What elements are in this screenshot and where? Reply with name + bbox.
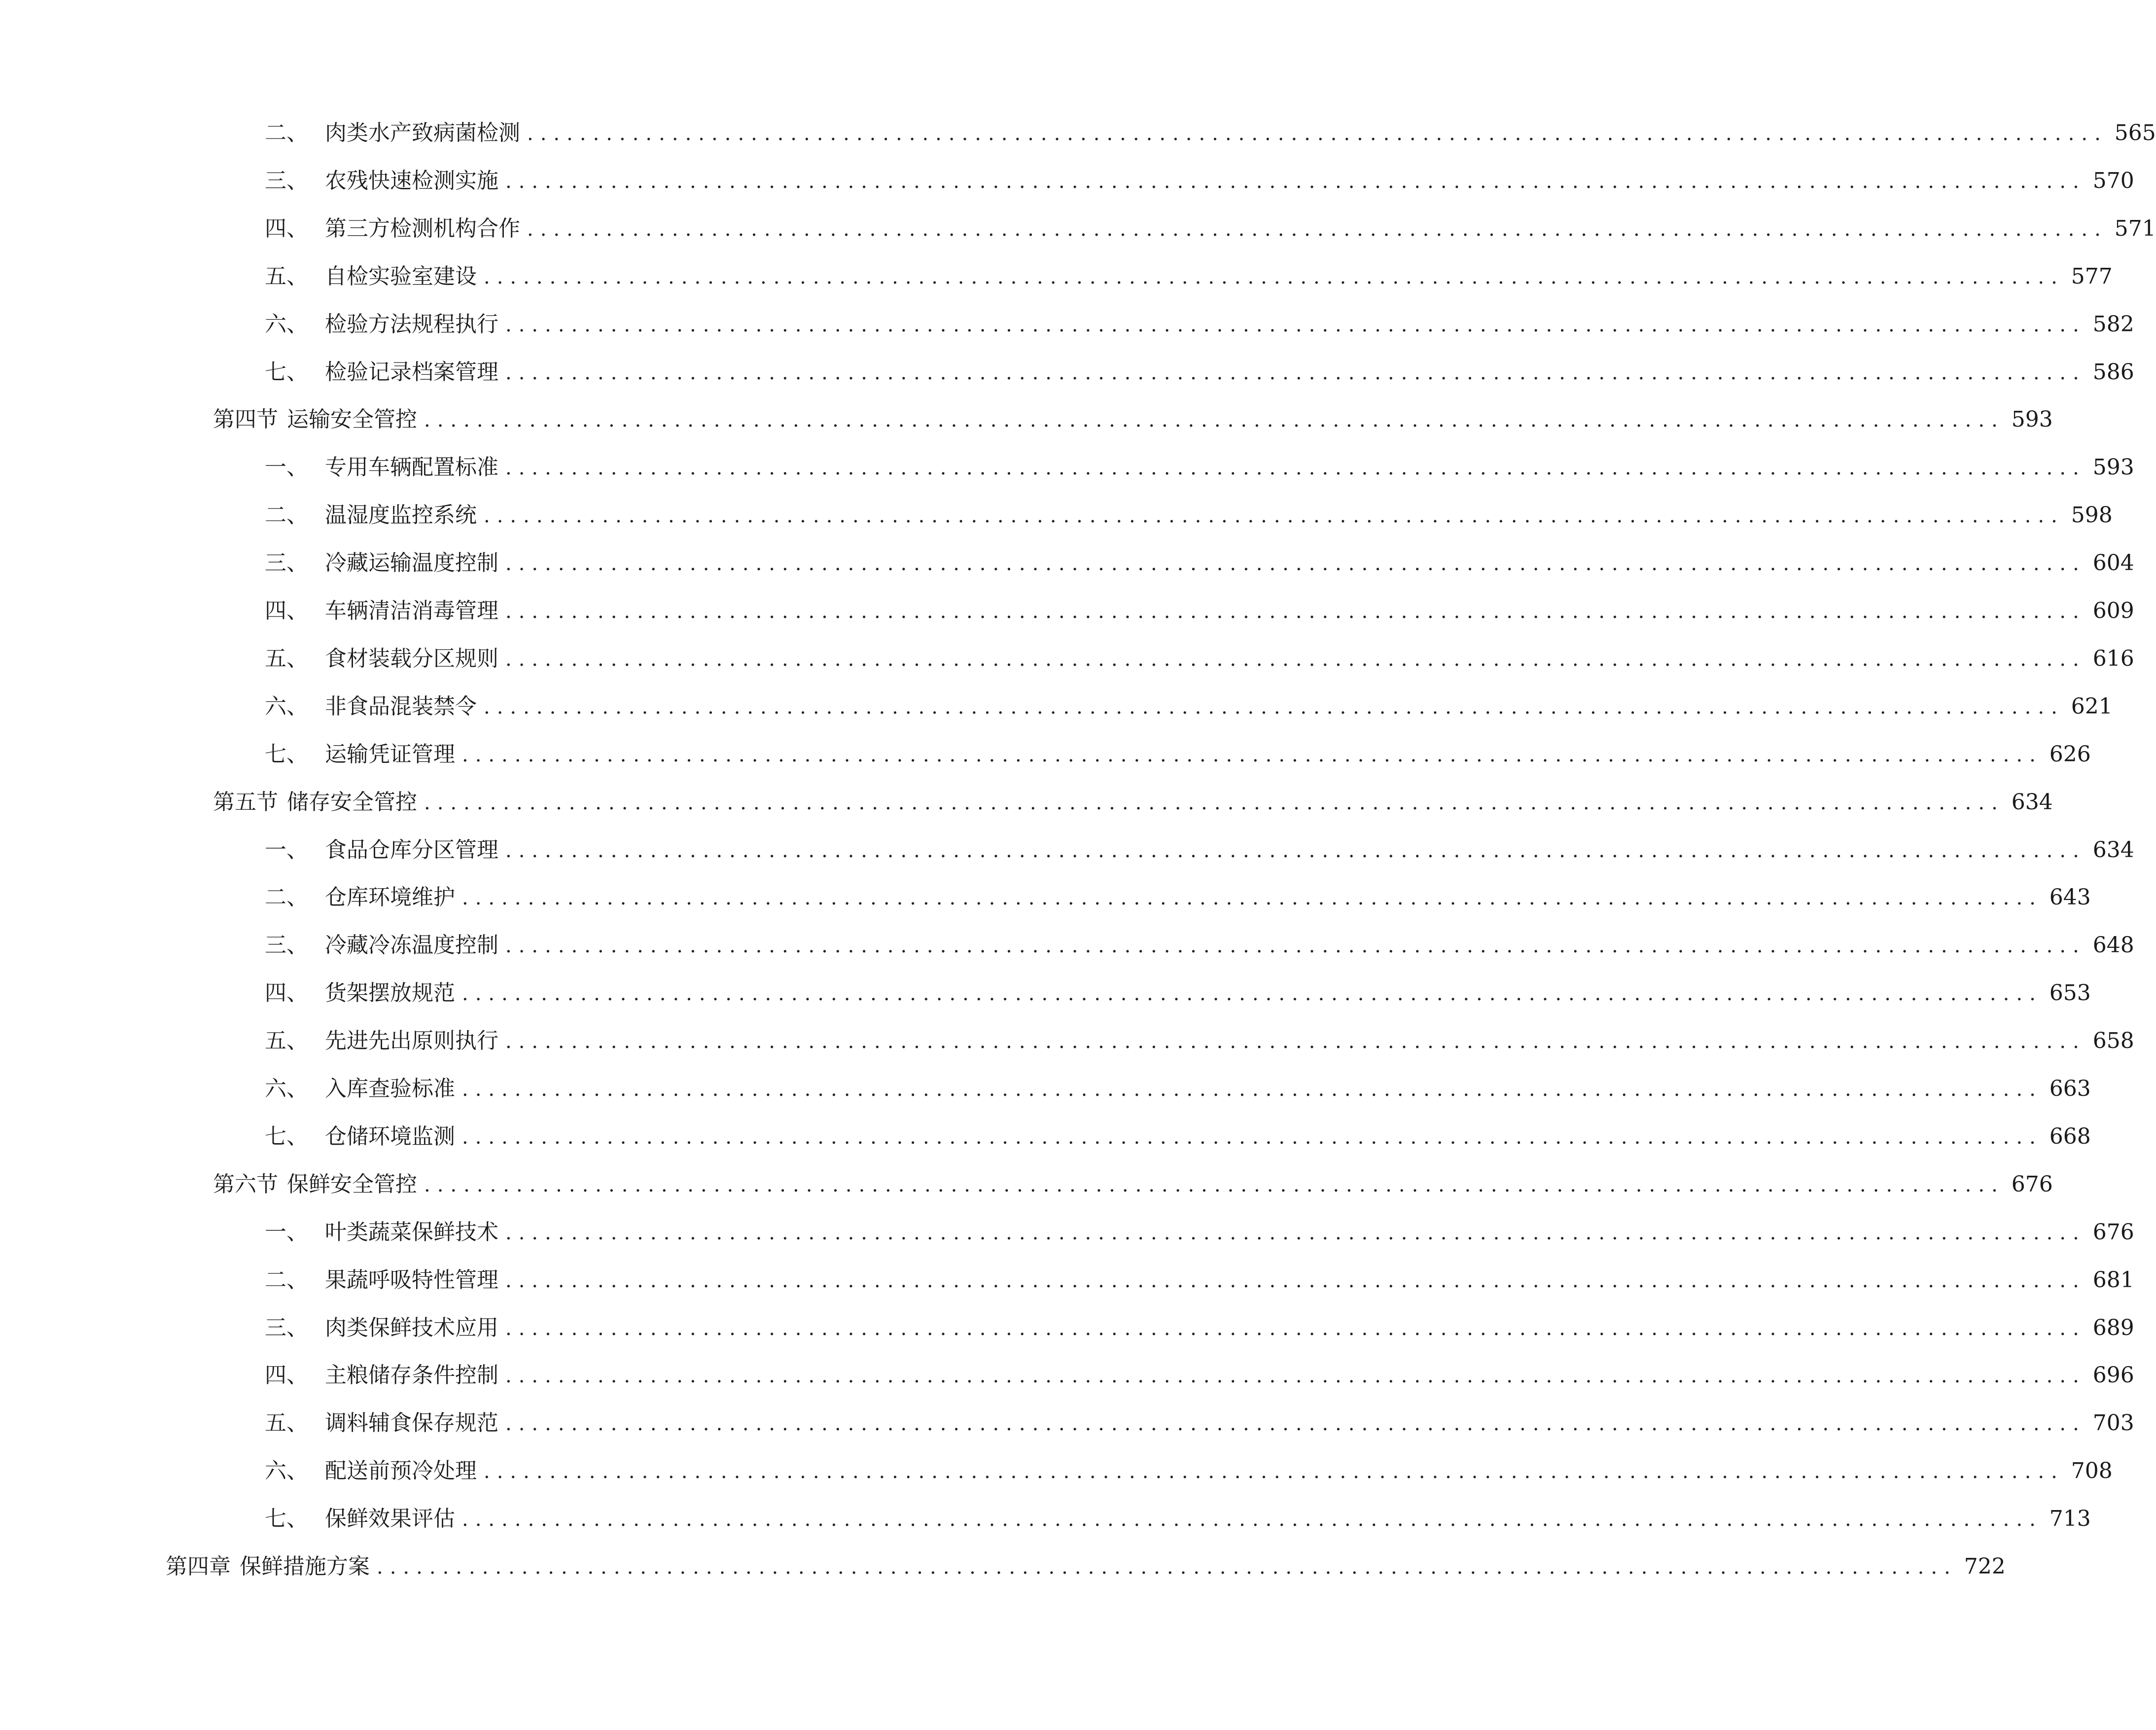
toc-leader-dots: ........................................................................................................................ (462, 1126, 2043, 1149)
toc-entry[interactable] (265, 1504, 2091, 1534)
toc-entry-title: 非食品混装禁令 (325, 694, 477, 719)
toc-leader-dots: ........................................................................................................................ (462, 744, 2043, 766)
toc-entry[interactable] (265, 883, 2091, 912)
toc-entry-title: 食品仓库分区管理 (325, 837, 498, 863)
toc-entry-number: 四、 (265, 216, 308, 241)
toc-entry[interactable] (265, 166, 2134, 196)
toc-entry-number: 三、 (265, 1315, 308, 1340)
toc-entry-title: 专用车辆配置标准 (325, 455, 498, 480)
toc-leader-dots: ........................................................................................................................ (484, 266, 2064, 288)
toc-leader-dots: ........................................................................................................................ (527, 218, 2108, 241)
toc-entry-title: 肉类保鲜技术应用 (325, 1315, 498, 1340)
toc-leader-dots: ........................................................................................................................ (484, 505, 2064, 527)
toc-page-number: 616 (2092, 646, 2134, 671)
toc-entry-number: 三、 (265, 933, 308, 958)
toc-leader-dots: ........................................................................................................................ (484, 696, 2064, 719)
toc-leader-dots: ........................................................................................................................ (505, 457, 2086, 479)
toc-entry[interactable] (265, 644, 2134, 674)
toc-entry-number: 五、 (265, 1410, 308, 1436)
toc-entry[interactable] (265, 1456, 2113, 1486)
toc-page-number: 668 (2049, 1124, 2091, 1149)
toc-page-number: 643 (2049, 885, 2091, 910)
toc-entry-title: 冷藏运输温度控制 (325, 550, 498, 576)
toc-page-number: 571 (2114, 216, 2156, 241)
toc-leader-dots: ........................................................................................................................ (505, 1317, 2086, 1340)
toc-entry[interactable] (265, 453, 2134, 482)
toc-leader-dots: ........................................................................................................................ (505, 314, 2086, 336)
toc-leader-dots: ........................................................................................................................ (505, 1222, 2086, 1244)
toc-leader-dots: ........................................................................................................................ (505, 1269, 2086, 1292)
toc-entry-title: 主粮储存条件控制 (325, 1363, 498, 1388)
toc-entry-number: 二、 (265, 885, 308, 910)
toc-entry-number: 二、 (265, 503, 308, 528)
toc-entry[interactable] (265, 214, 2156, 244)
toc-entry-number: 四、 (265, 980, 308, 1006)
toc-entry[interactable] (213, 405, 2053, 434)
toc-entry-title: 调料辅食保存规范 (325, 1410, 498, 1436)
toc-leader-dots: ........................................................................................................................ (505, 552, 2086, 575)
toc-entry-number: 五、 (265, 646, 308, 671)
toc-entry-title: 肉类水产致病菌检测 (325, 120, 520, 145)
toc-entry[interactable] (265, 310, 2134, 339)
toc-page-number: 708 (2071, 1458, 2113, 1483)
toc-page-number: 593 (2011, 407, 2053, 432)
toc-page-number: 689 (2092, 1315, 2134, 1340)
toc-page-number: 621 (2071, 694, 2113, 719)
toc-leader-dots: ........................................................................................................................ (462, 1078, 2043, 1101)
toc-entry[interactable] (265, 118, 2156, 148)
toc-entry-title: 果蔬呼吸特性管理 (325, 1267, 498, 1293)
toc-entry-title: 冷藏冷冻温度控制 (325, 933, 498, 958)
toc-entry[interactable] (265, 1313, 2134, 1343)
toc-entry-title: 仓储环境监测 (325, 1124, 455, 1149)
toc-leader-dots: ........................................................................................................................ (505, 1412, 2086, 1435)
toc-page-number: 663 (2049, 1076, 2091, 1101)
toc-leader-dots: ........................................................................................................................ (505, 170, 2086, 193)
toc-leader-dots: ........................................................................................................................ (505, 935, 2086, 957)
toc-entry-title: 农残快速检测实施 (325, 168, 498, 193)
toc-entry-number: 二、 (265, 1267, 308, 1293)
toc-entry-title: 入库查验标准 (325, 1076, 455, 1101)
toc-page-number: 593 (2092, 455, 2134, 480)
toc-page-number: 634 (2092, 837, 2134, 863)
toc-entry-number: 七、 (265, 1124, 308, 1149)
toc-entry-number: 第四章 (166, 1554, 231, 1579)
toc-entry[interactable] (265, 931, 2134, 960)
toc-page-number: 609 (2092, 598, 2134, 623)
toc-entry-title: 配送前预冷处理 (325, 1458, 477, 1483)
toc-page-number: 582 (2092, 312, 2134, 337)
toc-leader-dots: ........................................................................................................................ (462, 1508, 2043, 1531)
toc-entry-number: 四、 (265, 1363, 308, 1388)
toc-entry-title: 第三方检测机构合作 (325, 216, 520, 241)
toc-entry[interactable] (265, 1265, 2134, 1295)
toc-leader-dots: ........................................................................................................................ (505, 600, 2086, 623)
toc-entry-title: 叶类蔬菜保鲜技术 (325, 1220, 498, 1245)
toc-entry-number: 七、 (265, 360, 308, 385)
toc-entry-title: 货架摆放规范 (325, 980, 455, 1006)
toc-entry-title: 仓库环境维护 (325, 885, 455, 910)
toc-entry-title: 保鲜安全管控 (287, 1172, 417, 1197)
toc-entry[interactable] (265, 262, 2113, 291)
toc-leader-dots: ........................................................................................................................ (527, 122, 2108, 145)
toc-entry-number: 五、 (265, 264, 308, 289)
toc-page-number: 703 (2092, 1410, 2134, 1436)
toc-entry-title: 保鲜效果评估 (325, 1506, 455, 1531)
toc-entry-title: 自检实验室建设 (325, 264, 477, 289)
toc-page-number: 681 (2092, 1267, 2134, 1293)
toc-entry-title: 温湿度监控系统 (325, 503, 477, 528)
toc-entry-number: 一、 (265, 837, 308, 863)
toc-entry[interactable] (213, 1170, 2053, 1199)
toc-leader-dots: ........................................................................................................................ (462, 982, 2043, 1005)
toc-entry-title: 食材装载分区规则 (325, 646, 498, 671)
toc-page-number: 586 (2092, 360, 2134, 385)
toc-entry-number: 二、 (265, 120, 308, 145)
toc-entry-title: 储存安全管控 (287, 790, 417, 815)
toc-entry[interactable] (265, 1026, 2134, 1056)
toc-page-number: 653 (2049, 980, 2091, 1006)
toc-entry-title: 检验方法规程执行 (325, 312, 498, 337)
toc-entry[interactable] (265, 1361, 2134, 1390)
toc-page-number: 696 (2092, 1363, 2134, 1388)
toc-page-number: 713 (2049, 1506, 2091, 1531)
toc-entry[interactable] (265, 1122, 2091, 1152)
toc-entry-number: 六、 (265, 1076, 308, 1101)
toc-page-number: 634 (2011, 790, 2053, 815)
toc-entry-number: 四、 (265, 598, 308, 623)
toc-entry-title: 运输安全管控 (287, 407, 417, 432)
toc-entry[interactable] (265, 501, 2113, 530)
toc-entry-number: 第五节 (213, 790, 278, 815)
toc-page-number: 577 (2071, 264, 2113, 289)
toc-page-number: 570 (2092, 168, 2134, 193)
toc-leader-dots: ........................................................................................................................ (484, 1460, 2064, 1483)
toc-entry-number: 三、 (265, 550, 308, 576)
toc-leader-dots: ........................................................................................................................ (505, 648, 2086, 671)
toc-entry[interactable] (166, 1552, 2006, 1582)
toc-entry-title: 运输凭证管理 (325, 742, 455, 767)
toc-entry[interactable] (265, 1074, 2091, 1104)
toc-entry-number: 第四节 (213, 407, 278, 432)
toc-entry-number: 三、 (265, 168, 308, 193)
toc-leader-dots: ........................................................................................................................ (505, 361, 2086, 384)
toc-entry[interactable] (265, 596, 2134, 626)
toc-page-number: 676 (2011, 1172, 2053, 1197)
toc-leader-dots: ........................................................................................................................ (505, 839, 2086, 862)
toc-leader-dots: ........................................................................................................................ (505, 1030, 2086, 1053)
toc-entry-title: 先进先出原则执行 (325, 1028, 498, 1053)
toc-entry-number: 一、 (265, 455, 308, 480)
toc-entry[interactable] (265, 692, 2113, 721)
toc-entry-number: 六、 (265, 1458, 308, 1483)
toc-page-number: 604 (2092, 550, 2134, 576)
toc-page-number: 722 (1964, 1554, 2006, 1579)
toc-entry[interactable] (265, 548, 2134, 578)
toc-entry-number: 六、 (265, 694, 308, 719)
toc-page-number: 676 (2092, 1220, 2134, 1245)
toc-entry-title: 车辆清洁消毒管理 (325, 598, 498, 623)
toc-entry-number: 六、 (265, 312, 308, 337)
toc-entry-number: 第六节 (213, 1172, 278, 1197)
toc-entry-number: 七、 (265, 742, 308, 767)
toc-page-number: 626 (2049, 742, 2091, 767)
toc-entry[interactable] (265, 978, 2091, 1008)
toc-entry[interactable] (265, 1218, 2134, 1247)
toc-entry[interactable] (265, 358, 2134, 387)
toc-leader-dots: ........................................................................................................................ (377, 1556, 1957, 1579)
toc-entry-title: 检验记录档案管理 (325, 360, 498, 385)
toc-page-number: 565 (2114, 120, 2156, 145)
toc-entry-number: 七、 (265, 1506, 308, 1531)
toc-leader-dots: ........................................................................................................................ (462, 887, 2043, 909)
toc-leader-dots: ........................................................................................................................ (424, 792, 2005, 814)
toc-page-number: 648 (2092, 933, 2134, 958)
toc-page-number: 598 (2071, 503, 2113, 528)
toc-entry[interactable] (265, 740, 2091, 769)
toc-leader-dots: ........................................................................................................................ (505, 1365, 2086, 1387)
toc-leader-dots: ........................................................................................................................ (424, 409, 2005, 432)
toc-leader-dots: ........................................................................................................................ (424, 1174, 2005, 1196)
toc-page-number: 658 (2092, 1028, 2134, 1053)
toc-entry-title: 保鲜措施方案 (240, 1554, 370, 1579)
toc-entry[interactable] (265, 835, 2134, 865)
toc-entry-number: 一、 (265, 1220, 308, 1245)
toc-entry-number: 五、 (265, 1028, 308, 1053)
toc-entry[interactable] (265, 1408, 2134, 1438)
toc-entry[interactable] (213, 788, 2053, 817)
